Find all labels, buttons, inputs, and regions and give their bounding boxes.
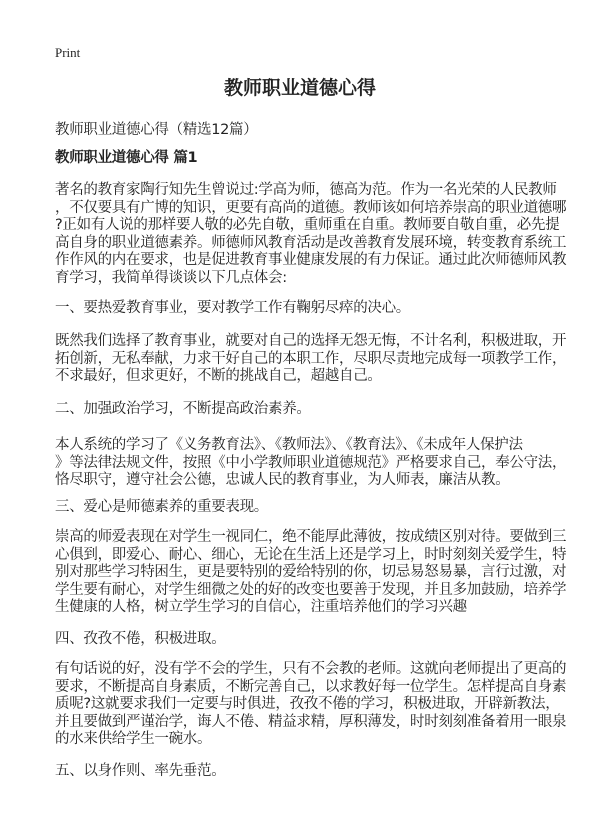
text-line: 》等法律法规文件，按照《中小学教师职业道德规范》严格要求自己，奉公守法， bbox=[55, 454, 567, 471]
paragraph bbox=[55, 333, 565, 386]
text-line: 四、孜孜不倦，积极进取。 bbox=[55, 631, 226, 647]
document-subtitle: 教师职业道德心得（精选12篇） bbox=[55, 122, 258, 138]
text-line: 本人系统的学习了《义务教育法》、《教师法》、《教育法》、《未成年人保护法 bbox=[55, 437, 523, 453]
article-heading: 教师职业道德心得 篇1 bbox=[55, 150, 198, 166]
section-heading bbox=[55, 300, 565, 318]
text-line: 五、以身作则、率先垂范。 bbox=[55, 763, 226, 779]
section-heading bbox=[55, 631, 565, 649]
text-line: 并且要做到严谨治学，诲人不倦、精益求精，厚积薄发，时时刻刻准备着用一眼泉 bbox=[55, 713, 567, 730]
text-line: 既然我们选择了教育事业，就要对自己的选择无怨无悔，不计名利，积极进取，开 bbox=[55, 333, 567, 349]
text-line: 要求，不断提高自身素质，不断完善自己，以求教好每一位学生。怎样提高自身素 bbox=[55, 678, 567, 695]
paragraph bbox=[55, 182, 565, 288]
text-line: 著名的教育家陶行知先生曾说过:学高为师，德高为范。作为一名光荣的人民教师 bbox=[55, 182, 557, 198]
text-line: 有句话说的好，没有学不会的学生，只有不会教的老师。这就向老师提出了更高的 bbox=[55, 661, 567, 677]
text-line: 不求最好，但求更好，不断的挑战自己，超越自己。 bbox=[55, 368, 382, 385]
text-line: ，不仅要具有广博的知识，更要有高尚的道德。教师该如何培养崇高的职业道德哪 bbox=[55, 199, 567, 216]
text-line: 的水来供给学生一碗水。 bbox=[55, 731, 212, 748]
text-line: 心俱到，即爱心、耐心、细心，无论在生活上还是学习上，时时刻刻关爱学生，特 bbox=[55, 546, 567, 563]
text-line: 崇高的师爱表现在对学生一视同仁，绝不能厚此薄彼，按成绩区别对待。要做到三 bbox=[55, 529, 567, 545]
paragraph bbox=[55, 661, 565, 749]
text-line: ?正如有人说的那样要人敬的必先自敬，重师重在自重。教师要自敬自重，必先提 bbox=[55, 217, 560, 234]
text-line: 别对那些学习特困生，更是要特别的爱给特别的你，切忌易怒易暴，言行过激，对 bbox=[55, 564, 567, 581]
text-line: 作作风的内在要求，也是促进教育事业健康发展的有力保证。通过此次师德师风教 bbox=[55, 252, 567, 269]
section-heading bbox=[55, 763, 565, 781]
section-heading bbox=[55, 499, 565, 517]
paragraph bbox=[55, 529, 565, 617]
paragraph bbox=[55, 437, 565, 490]
text-line: 恪尽职守，遵守社会公德，忠诚人民的教育事业，为人师表，廉洁从教。 bbox=[55, 472, 510, 489]
text-line: 学生要有耐心，对学生细微之处的好的改变也要善于发现，并且多加鼓励，培养学 bbox=[55, 581, 567, 598]
section-heading bbox=[55, 401, 565, 419]
text-line: 生健康的人格，树立学生学习的自信心，注重培养他们的学习兴趣 bbox=[55, 599, 467, 616]
text-line: 三、爱心是师德素养的重要表现。 bbox=[55, 499, 268, 515]
text-line: 拓创新，无私奉献，力求干好自己的本职工作，尽职尽责地完成每一项教学工作， bbox=[55, 350, 567, 367]
text-line: 质呢?这就要求我们一定要与时俱进，孜孜不倦的学习，积极进取，开辟新教法， bbox=[55, 696, 560, 713]
text-line: 二、加强政治学习，不断提高政治素养。 bbox=[55, 401, 311, 417]
page-title: 教师职业道德心得 bbox=[223, 77, 376, 99]
text-line: 育学习，我简单得谈谈以下几点体会: bbox=[55, 269, 287, 286]
text-line: 一、要热爱教育事业，要对教学工作有鞠躬尽瘁的决心。 bbox=[55, 300, 410, 316]
text-line: 高自身的职业道德素养。师德师风教育活动是改善教育发展环境，转变教育系统工 bbox=[55, 234, 567, 251]
print-link[interactable]: Print bbox=[55, 45, 81, 60]
